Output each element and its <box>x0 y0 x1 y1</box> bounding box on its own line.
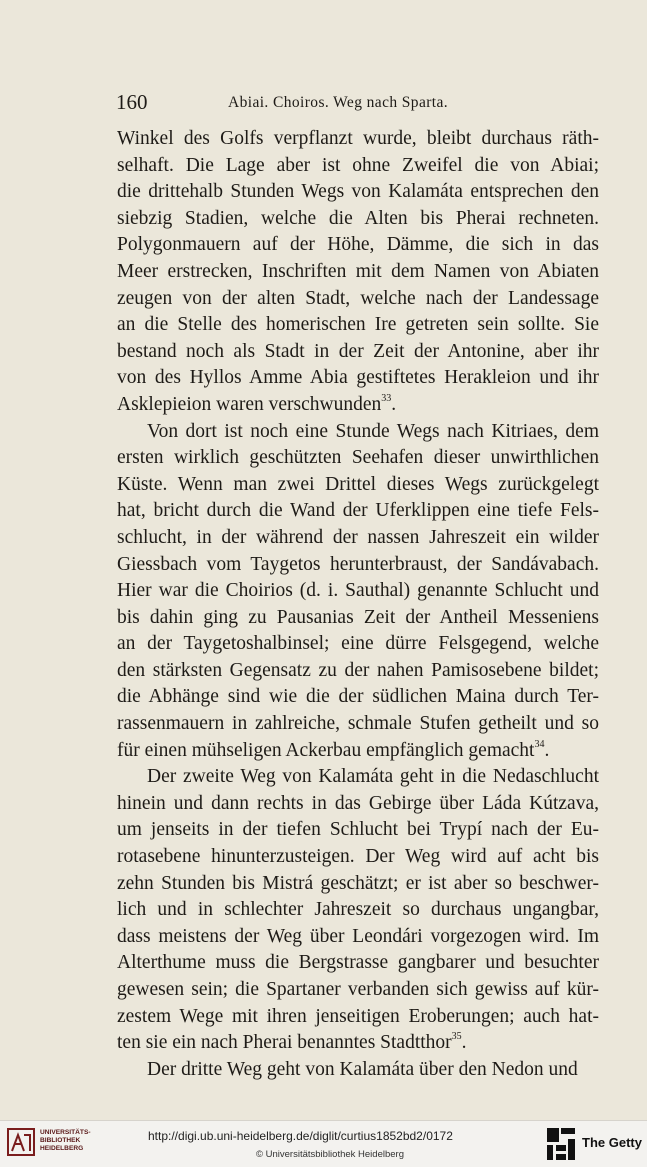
footnote-marker[interactable]: 33 <box>381 392 392 404</box>
text-line: Küste. Wenn man zwei Drittel dieses Wegs zurückgelegt <box>117 473 599 495</box>
text-line: für einen mühseligen Ackerbau empfänglich gemacht$^{34}$. <box>117 738 550 761</box>
text-line: lich und in schlechter Jahreszeit so durchaus ungangbar, <box>117 899 599 921</box>
text-line: dass meistens der Weg über Leondári vorgezogen wird. Im <box>117 925 599 947</box>
library-name: UNIVERSITÄTS- BIBLIOTHEK HEIDELBERG <box>40 1129 91 1152</box>
text-line: zeugen von der alten Stadt, welche nach der Landessage <box>117 287 599 309</box>
running-title: Abiai. Choiros. Weg nach Sparta. <box>228 94 449 111</box>
text-line: den stärksten Gegensatz zu der nahen Pamisosebene bildet; <box>117 659 599 681</box>
text-line: Polygonmauern auf der Höhe, Dämme, die sich in das <box>117 234 599 256</box>
text-line: Alterthume muss die Bergstrasse gangbarer und besuchter <box>117 952 599 974</box>
getty-label: The Getty <box>582 1135 642 1150</box>
text-line: siebzig Stadien, welche die Alten bis Pherai rechneten. <box>117 207 599 229</box>
text-line: ersten wirklich geschützten Seehafen dieser unwirthlichen <box>117 447 599 469</box>
text-line: Der dritte Weg geht von Kalamáta über den Nedon und <box>147 1058 578 1080</box>
university-seal-icon <box>6 1127 36 1157</box>
text-line: rotasebene hinunterzusteigen. Der Weg wird auf acht bis <box>117 846 599 868</box>
text-line: hat, bricht durch die Wand der Uferklippen eine tiefe Fels- <box>117 500 599 522</box>
text-line: um jenseits in der tiefen Schlucht bei Trypí nach der Eu- <box>117 819 599 841</box>
text-line: Giessbach vom Taygetos herunterbraust, der Sandávabach. <box>117 553 599 575</box>
text-line: gewesen sein; die Spartaner verbanden sich gewiss auf kür- <box>117 979 599 1000</box>
body-text <box>117 126 599 1083</box>
copyright-notice: © Universitätsbibliothek Heidelberg <box>256 1149 404 1160</box>
getty-logo-icon <box>546 1127 576 1161</box>
text-line: die Abhänge sind wie die der südlichen Maina durch Ter- <box>117 686 599 708</box>
text-line: zehn Stunden bis Mistrá geschätzt; er ist aber so beschwer- <box>117 872 599 894</box>
text-line: ten sie ein nach Pherai benanntes Stadtthor$^{35}$. <box>117 1031 467 1054</box>
text-line: Meer erstrecken, Inschriften mit dem Namen von Abiaten <box>117 260 599 282</box>
text-line: zestem Wege mit ihren jenseitigen Eroberungen; auch hat- <box>117 1005 599 1027</box>
text-line: bis dahin ging zu Pausanias Zeit der Antheil Messeniens <box>117 606 599 628</box>
text-line: bestand noch als Stadt in der Zeit der Antonine, aber ihr <box>117 340 599 362</box>
text-line: Von dort ist noch eine Stunde Wegs nach Kitriaes, dem <box>147 420 599 442</box>
footer-bar <box>0 1120 647 1167</box>
text-line: rassenmauern in zahlreiche, schmale Stufen getheilt und so <box>117 713 599 735</box>
permalink-url[interactable]: http://digi.ub.uni-heidelberg.de/diglit/curtius1852bd2/0172 <box>148 1129 453 1143</box>
text-line: schlucht, in der während der nassen Jahreszeit ein wilder <box>117 526 599 548</box>
text-line: an die Stelle des homerischen Ire getreten sein sollte. Sie <box>117 314 599 336</box>
text-line: selhaft. Die Lage aber ist ohne Zweifel die von Abiai; <box>117 154 599 176</box>
footnote-marker[interactable]: 35 <box>451 1031 462 1043</box>
footnote-marker[interactable]: 34 <box>534 738 545 750</box>
text-line: Winkel des Golfs verpflanzt wurde, bleibt durchaus räth- <box>117 128 599 149</box>
text-line: hinein und dann rechts in das Gebirge über Láda Kútzava, <box>117 792 599 814</box>
text-line: an der Taygetoshalbinsel; eine dürre Felsgegend, welche <box>117 633 599 655</box>
text-line: Asklepieion waren verschwunden$^{33}$. <box>117 392 397 415</box>
page-number: 160 <box>116 90 148 114</box>
text-line: von des Hyllos Amme Abia gestiftetes Herakleion und ihr <box>117 367 599 389</box>
running-head <box>116 90 596 120</box>
text-line: die drittehalb Stunden Wegs von Kalamáta entsprechen den <box>117 181 599 203</box>
text-line: Der zweite Weg von Kalamáta geht in die Nedaschlucht <box>147 766 599 788</box>
text-line: Hier war die Choirios (d. i. Sauthal) genannte Schlucht und <box>117 580 599 602</box>
